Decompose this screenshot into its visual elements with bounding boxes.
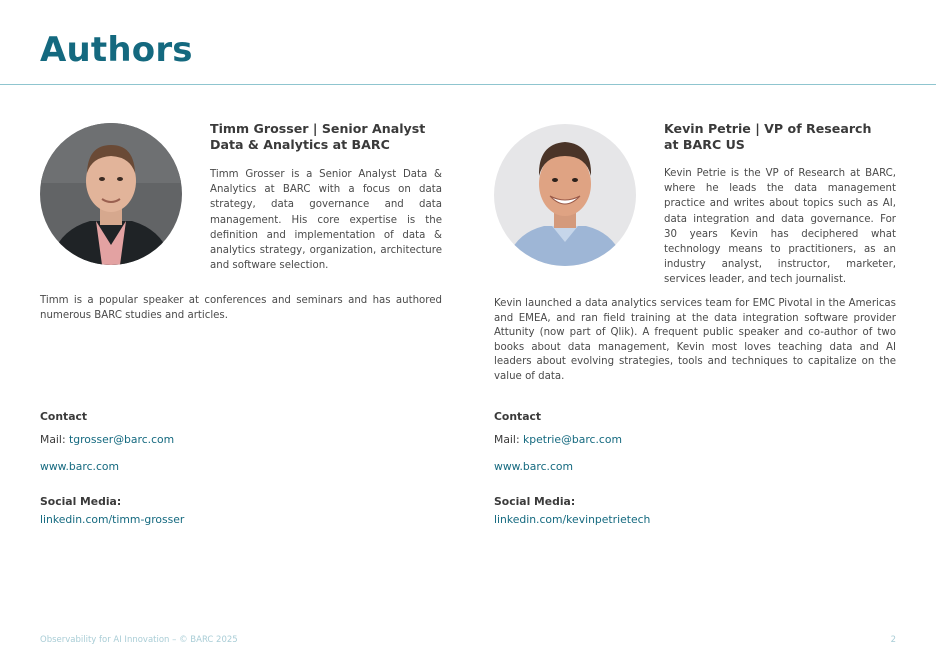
- social-media-heading: Social Media:: [494, 495, 576, 508]
- page-title: Authors: [40, 30, 193, 70]
- person-portrait-icon: [40, 123, 182, 265]
- author-name-line2: Data & Analytics at BARC: [210, 137, 390, 152]
- author-bio-extra: Kevin launched a data analytics services team for EMC Pivotal in the Americas and EMEA, and ran field training at the data integration software provider Attunity (now part of Qlik). A frequent public speaker and co-author of two books about data management, Kevin most loves teaching data and AI leaders about evolving strategies, tools and techniques to capitalize on the value of data.: [494, 298, 896, 382]
- mail-line: Mail: tgrosser@barc.com: [40, 433, 175, 446]
- mail-line: Mail: kpetrie@barc.com: [494, 433, 622, 446]
- contact-heading: Contact: [40, 410, 88, 423]
- person-portrait-icon: [494, 124, 636, 266]
- author-name: [664, 121, 896, 153]
- author-name-line1: Timm Grosser | Senior Analyst: [210, 121, 426, 136]
- author-bio: Kevin Petrie is the VP of Research at BARC, where he leads the data management practice and writes about topics such as AI, data integration and data governance. For 30 years Kevin has deciphered what technology means to practitioners, as an industry analyst, instructor, marketer, services leader, and tech journalist.: [664, 168, 896, 286]
- website-link[interactable]: www.barc.com: [494, 460, 574, 473]
- email-link[interactable]: tgrosser@barc.com: [69, 433, 175, 446]
- contact-heading: Contact: [494, 410, 542, 423]
- website-link[interactable]: www.barc.com: [40, 460, 120, 473]
- author-bio: Timm Grosser is a Senior Analyst Data & Analytics at BARC with a focus on data strategy, data governance and data management. His core expertise is the definition and implementation of data & analytics strategy, organization, architecture and software selection.: [210, 169, 442, 272]
- author-card-timm-grosser: [40, 0, 442, 662]
- author-card-kevin-petrie: [494, 0, 896, 662]
- mail-label: Mail: [40, 433, 62, 446]
- linkedin-link[interactable]: linkedin.com/kevinpetrietech: [494, 513, 651, 526]
- author-name-line2: at BARC US: [664, 137, 745, 152]
- mail-label: Mail: [494, 433, 516, 446]
- social-media-heading: Social Media:: [40, 495, 122, 508]
- page-number: 2: [890, 635, 896, 645]
- author-name: [210, 121, 442, 153]
- linkedin-link[interactable]: linkedin.com/timm-grosser: [40, 513, 185, 526]
- author-bio-extra: Timm is a popular speaker at conferences and seminars and has authored numerous BARC studies and articles.: [40, 295, 442, 321]
- author-photo: [494, 124, 636, 266]
- email-link[interactable]: kpetrie@barc.com: [523, 433, 622, 446]
- author-name-line1: Kevin Petrie | VP of Research: [664, 121, 872, 136]
- author-photo: [40, 123, 182, 265]
- footer-text: Observability for AI Innovation – © BARC 2025: [40, 635, 238, 645]
